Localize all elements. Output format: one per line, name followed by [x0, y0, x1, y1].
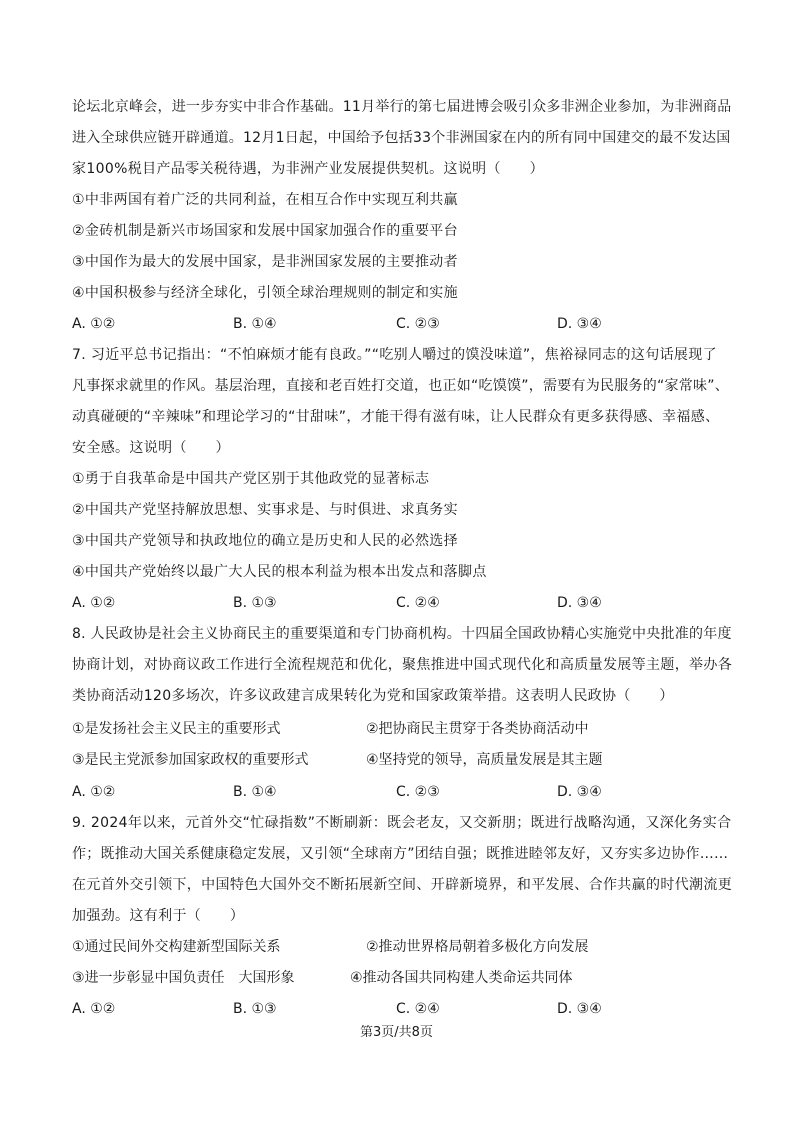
q7-stem-line-2: 凡事探求就里的作风。基层治理，直接和老百姓打交道，也正如“吃馍馍”，需要有为民服务的“家常味”、: [72, 378, 730, 394]
q8-statement-4: ④坚持党的领导，高质量发展是其主题: [366, 752, 603, 768]
q7-option-d: D. ③④: [557, 595, 602, 611]
q8-statement-2: ②把协商民主贯穿于各类协商活动中: [366, 721, 589, 737]
q7-option-c: C. ②④: [396, 595, 440, 611]
q8-stem-line-3: 类协商活动120多场次，许多议政建言成果转化为党和国家政策举措。这表明人民政协（ ）: [72, 688, 674, 704]
q6-statement-3: ③中国作为最大的发展中国家，是非洲国家发展的主要推动者: [72, 254, 458, 270]
q7-statement-4: ④中国共产党始终以最广大人民的根本利益为根本出发点和落脚点: [72, 564, 487, 580]
q7-stem-line-3: 动真碰硬的“辛辣味”和理论学习的“甘甜味”，才能干得有滋有味，让人民群众有更多获得感、幸福感、: [72, 409, 720, 425]
q8-option-a: A. ①②: [72, 784, 116, 800]
q9-stem-line-4: 加强劲。这有利于（ ）: [72, 908, 245, 924]
q7-statement-3: ③中国共产党领导和执政地位的确立是历史和人民的必然选择: [72, 533, 458, 549]
q7-statement-1: ①勇于自我革命是中国共产党区别于其他政党的显著标志: [72, 471, 430, 487]
q8-statement-3: ③是民主党派参加国家政权的重要形式: [72, 752, 309, 768]
q8-stem-line-2: 协商计划，对协商议政工作进行全流程规范和优化，聚焦推进中国式现代化和高质量发展等主题，举办各: [72, 657, 733, 673]
q6-option-a: A. ①②: [72, 316, 116, 332]
q8-statement-1: ①是发扬社会主义民主的重要形式: [72, 721, 281, 737]
q9-option-d: D. ③④: [557, 1001, 602, 1017]
q9-statement-2: ②推动世界格局朝着多极化方向发展: [366, 939, 589, 955]
q9-statement-3: ③进一步彰显中国负责任 大国形象: [72, 970, 295, 986]
q6-option-b: B. ①④: [233, 316, 277, 332]
q8-option-b: B. ①④: [233, 784, 277, 800]
q6-statement-4: ④中国积极参与经济全球化，引领全球治理规则的制定和实施: [72, 285, 458, 301]
q9-stem-line-2: 作；既推动大国关系健康稳定发展，又引领“全球南方”团结自强；既推进睦邻友好，又夯实多边协作……: [72, 846, 729, 862]
q8-option-c: C. ②③: [396, 784, 440, 800]
page-number-footer: 第3页/共8页: [360, 1025, 433, 1040]
q8-option-d: D. ③④: [557, 784, 602, 800]
q7-stem-line-1: 7. 习近平总书记指出：“不怕麻烦才能有良政。”“吃别人嚼过的馍没味道”，焦裕禄同志的这句话展现了: [72, 347, 717, 363]
q6-stem-line-3: 家100%税目产品零关税待遇，为非洲产业发展提供契机。这说明（ ）: [72, 161, 544, 177]
q9-option-c: C. ②④: [396, 1001, 440, 1017]
q6-stem-line-2: 进入全球供应链开辟通道。12月1日起，中国给予包括33个非洲国家在内的所有同中国建交的最不发达国: [72, 130, 731, 146]
q9-stem-line-3: 在元首外交引领下，中国特色大国外交不断拓展新空间、开辟新境界，和平发展、合作共赢的时代潮流更: [72, 877, 733, 893]
q9-statement-1: ①通过民间外交构建新型国际关系: [72, 939, 281, 955]
q9-option-a: A. ①②: [72, 1001, 116, 1017]
q7-option-a: A. ①②: [72, 595, 116, 611]
q7-stem-line-4: 安全感。这说明（ ）: [72, 440, 230, 456]
q6-option-c: C. ②③: [396, 316, 440, 332]
q6-stem-line-1: 论坛北京峰会，进一步夯实中非合作基础。11月举行的第七届进博会吸引众多非洲企业参加，为非洲商品: [72, 99, 732, 115]
q7-statement-2: ②中国共产党坚持解放思想、实事求是、与时俱进、求真务实: [72, 502, 458, 518]
q9-statement-4: ④推动各国共同构建人类命运共同体: [350, 970, 573, 986]
q9-stem-line-1: 9. 2024年以来，元首外交“忙碌指数”不断刷新：既会老友，又交新朋；既进行战略沟通，又深化务实合: [72, 815, 732, 831]
q8-stem-line-1: 8. 人民政协是社会主义协商民主的重要渠道和专门协商机构。十四届全国政协精心实施党中央批准的年度: [72, 626, 732, 642]
q6-option-d: D. ③④: [557, 316, 602, 332]
q6-statement-1: ①中非两国有着广泛的共同利益，在相互合作中实现互利共赢: [72, 192, 458, 208]
q9-option-b: B. ①③: [233, 1001, 277, 1017]
q7-option-b: B. ①③: [233, 595, 277, 611]
q6-statement-2: ②金砖机制是新兴市场国家和发展中国家加强合作的重要平台: [72, 223, 458, 239]
